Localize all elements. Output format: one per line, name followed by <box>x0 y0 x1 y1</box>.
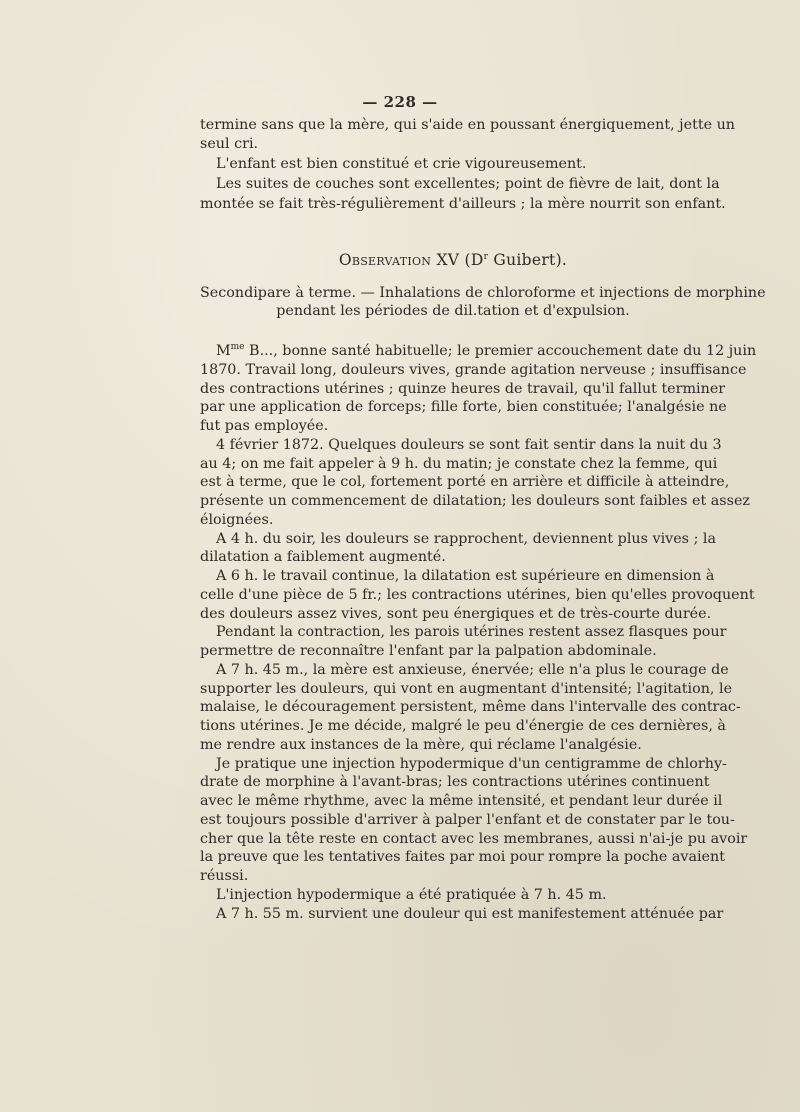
body-line: 1870. Travail long, douleurs vives, grande agitation nerveuse ; insuffisance <box>200 361 747 378</box>
paragraph-line: L'enfant est bien constitué et crie vigoureusement. <box>216 156 587 172</box>
body-line: tions utérines. Je me décide, malgré le peu d'énergie de ces dernières, à <box>200 718 726 734</box>
body-line: A 6 h. le travail continue, la dilatation est supérieure en dimension à <box>216 568 715 584</box>
observation-title <box>200 250 706 270</box>
observation-title-sup: r <box>483 251 489 262</box>
body-line: A 7 h. 45 m., la mère est anxieuse, énervée; elle n'a plus le courage de <box>216 661 729 678</box>
body-line: dilatation a faiblement augmenté. <box>200 549 446 566</box>
body-line: L'injection hypodermique a été pratiquée à 7 h. 45 m. <box>216 886 607 903</box>
body-line-prefix: M <box>216 343 231 359</box>
body-line: Pendant la contraction, les parois utérines restent assez flasques pour <box>216 624 727 641</box>
body-line: éloignées. <box>200 511 274 528</box>
body-line: permettre de reconnaître l'enfant par la palpation abdominale. <box>200 643 657 659</box>
body-line-text: B..., bonne santé habituelle; le premier accouchement date du 12 juin <box>244 343 757 359</box>
observation-title-prefix: Observation <box>338 251 432 269</box>
body-line: Je pratique une injection hypodermique d'un centigramme de chlorhy- <box>216 755 727 772</box>
body-line: avec le même rhythme, avec la même intensité, et pendant leur durée il <box>200 793 723 809</box>
body-line: supporter les douleurs, qui vont en augmentant d'intensité; l'agitation, le <box>200 680 733 697</box>
body-line: A 7 h. 55 m. survient une douleur qui est manifestement atténuée par <box>216 905 724 922</box>
observation-subtitle: Secondipare à terme. — Inhalations de chloroforme et injections de morphine <box>200 285 766 301</box>
body-line: est toujours possible d'arriver à palper l'enfant et de constater par le tou- <box>200 811 735 828</box>
body-line: par une application de forceps; fille forte, bien constituée; l'analgésie ne <box>200 399 727 416</box>
body-line: A 4 h. du soir, les douleurs se rapprochent, deviennent plus vives ; la <box>216 530 717 547</box>
body-line: réussi. <box>200 868 249 884</box>
body-line: présente un commencement de dilatation; les douleurs sont faibles et assez <box>200 493 750 509</box>
page-number: — 228 — <box>362 93 438 111</box>
paragraph-line: Les suites de couches sont excellentes; point de fièvre de lait, dont la <box>216 176 720 192</box>
body-line: la preuve que les tentatives faites par moi pour rompre la poche avaient <box>200 849 725 866</box>
body-line: me rendre aux instances de la mère, qui réclame l'analgésie. <box>200 736 642 753</box>
body-line: des contractions utérines ; quinze heures de travail, qu'il fallut terminer <box>200 380 726 397</box>
body-line: cher que la tête reste en contact avec les membranes, aussi n'ai-je pu avoir <box>200 830 748 847</box>
body-line: des douleurs assez vives, sont peu énergiques et de très-courte durée. <box>200 605 712 622</box>
body-line: malaise, le découragement persistent, même dans l'intervalle des contrac- <box>200 699 741 716</box>
paragraph-line: termine sans que la mère, qui s'aide en poussant énergiquement, jette un <box>200 117 735 133</box>
body-line: fut pas employée. <box>200 418 329 434</box>
observation-title-author: Guibert). <box>488 251 568 269</box>
observation-subtitle: pendant les périodes de dil.tation et d'expulsion. <box>276 303 630 319</box>
body-line: 4 février 1872. Quelques douleurs se sont fait sentir dans la nuit du 3 <box>216 436 722 453</box>
body-line-sup: me <box>230 342 245 353</box>
body-line: celle d'une pièce de 5 fr.; les contractions utérines, bien qu'elles provoquent <box>200 586 755 603</box>
paragraph-line: montée se fait très-régulièrement d'ailleurs ; la mère nourrit son enfant. <box>200 196 726 212</box>
body-line: drate de morphine à l'avant-bras; les contractions utérines continuent <box>200 774 710 791</box>
body-line: est à terme, que le col, fortement porté en arrière et difficile à atteindre, <box>200 474 730 491</box>
body-line: au 4; on me fait appeler à 9 h. du matin; je constate chez la femme, qui <box>200 455 718 472</box>
observation-title-number: XV (D <box>431 251 484 269</box>
paragraph-line: seul cri. <box>200 136 259 152</box>
body-line <box>200 341 757 361</box>
